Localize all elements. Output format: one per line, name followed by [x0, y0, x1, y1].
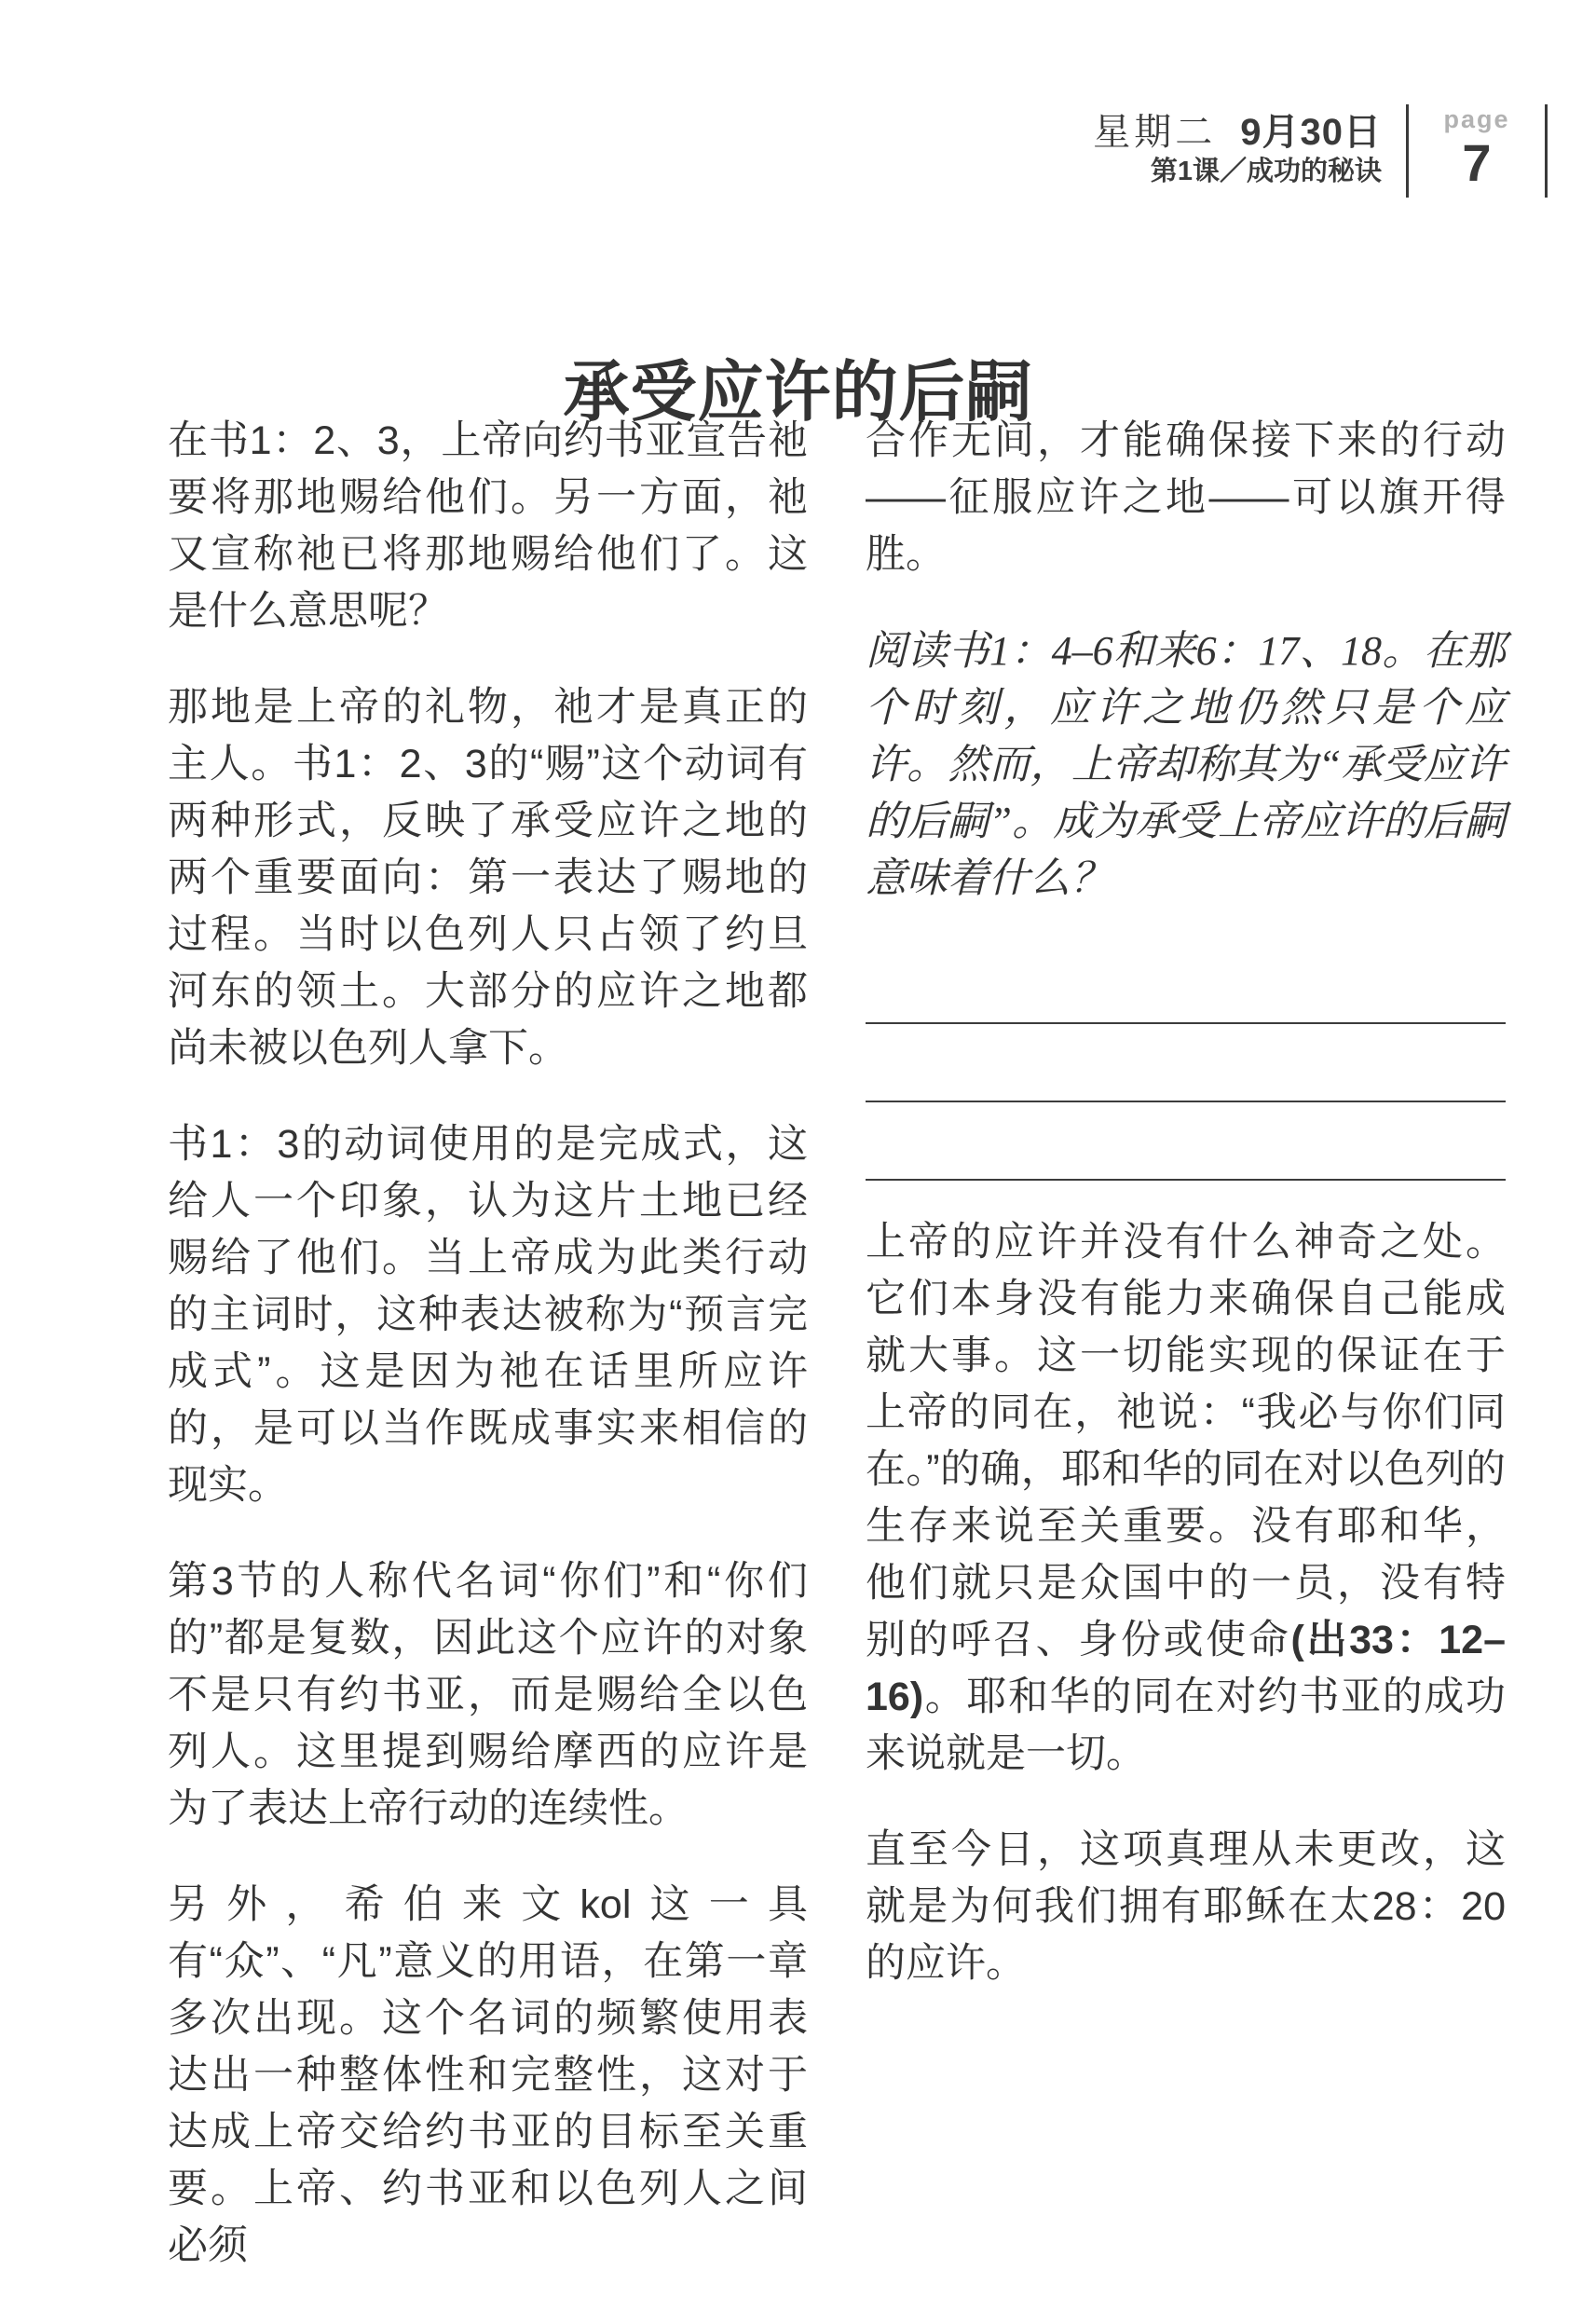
paragraph: 合作无间，才能确保接下来的行动——征服应许之地——可以旗开得胜。 — [866, 418, 1506, 577]
paragraph — [866, 1214, 1506, 1783]
paragraph-text: 。耶和华的同在对约书亚的成功来说就是一切。 — [866, 1675, 1506, 1776]
paragraph: 那地是上帝的礼物，祂才是真正的主人。书1：2、3的“赐”这个动词有两种形式，反映了承受应许之地的两个重要面向：第一表达了赐地的过程。当时以色列人只占领了约旦河东的领土。大部分的应许之地都尚未被以色列人拿下。 — [168, 685, 808, 1071]
page-number-block — [1409, 104, 1545, 192]
header-divider-right — [1545, 104, 1548, 198]
right-column — [866, 413, 1506, 2311]
reading-prompt: 阅读书1：4–6和来6：17、18。在那个时刻，应许之地仍然只是个应许。然而，上帝却称其为“承受应许的后嗣”。成为承受上帝应许的后嗣意味着什么？ — [866, 628, 1506, 901]
page-title: 承受应许的后嗣 — [563, 356, 1033, 430]
header-date: 9月30日 — [1240, 112, 1382, 153]
page-label: page — [1443, 105, 1510, 133]
header-date-line — [1093, 112, 1382, 153]
paragraph: 直至今日，这项真理从未更改，这就是为何我们拥有耶稣在太28：20的应许。 — [866, 1827, 1506, 1986]
answer-lines — [866, 946, 1506, 1181]
body-columns — [168, 413, 1506, 2311]
paragraph-text: 上帝的应许并没有什么神奇之处。它们本身没有能力来确保自己能成就大事。这一切能实现的保证在于上帝的同在，祂说：“我必与你们同在。”的确，耶和华的同在对以色列的生存来说至关重要。没有耶和华，他们就只是众国中的一员，没有特别的呼召、身份或使命 — [866, 1220, 1506, 1662]
page-number: 7 — [1462, 133, 1492, 192]
header-lesson-title: 第1课／成功的秘诀 — [1150, 157, 1382, 186]
paragraph: 另外，希伯来文kol这一具有“众”、“凡”意义的用语，在第一章多次出现。这个名词的频繁使用表达出一种整体性和完整性，这对于达成上帝交给约书亚的目标至关重要。上帝、约书亚和以色列人之间必须 — [168, 1882, 808, 2268]
paragraph: 书1：3的动词使用的是完成式，这给人一个印象，认为这片土地已经赐给了他们。当上帝成为此类行动的主词时，这种表达被称为“预言完成式”。这是因为祂在话里所应许的，是可以当作既成事实来相信的现实。 — [168, 1122, 808, 1508]
header-date-block — [1093, 104, 1382, 186]
answer-line — [866, 1102, 1506, 1181]
answer-line — [866, 1024, 1506, 1102]
left-column — [168, 413, 808, 2311]
header-weekday: 星期二 — [1093, 112, 1217, 153]
scripture-reference: (出33：12–16) — [866, 1618, 1506, 1719]
page-header — [1093, 104, 1548, 201]
answer-line — [866, 946, 1506, 1024]
paragraph: 第3节的人称代名词“你们”和“你们的”都是复数，因此这个应许的对象不是只有约书亚，而是赐给全以色列人。这里提到赐给摩西的应许是为了表达上帝行动的连续性。 — [168, 1559, 808, 1831]
paragraph: 在书1：2、3，上帝向约书亚宣告祂要将那地赐给他们。另一方面，祂又宣称祂已将那地赐给他们了。这是什么意思呢？ — [168, 418, 808, 634]
